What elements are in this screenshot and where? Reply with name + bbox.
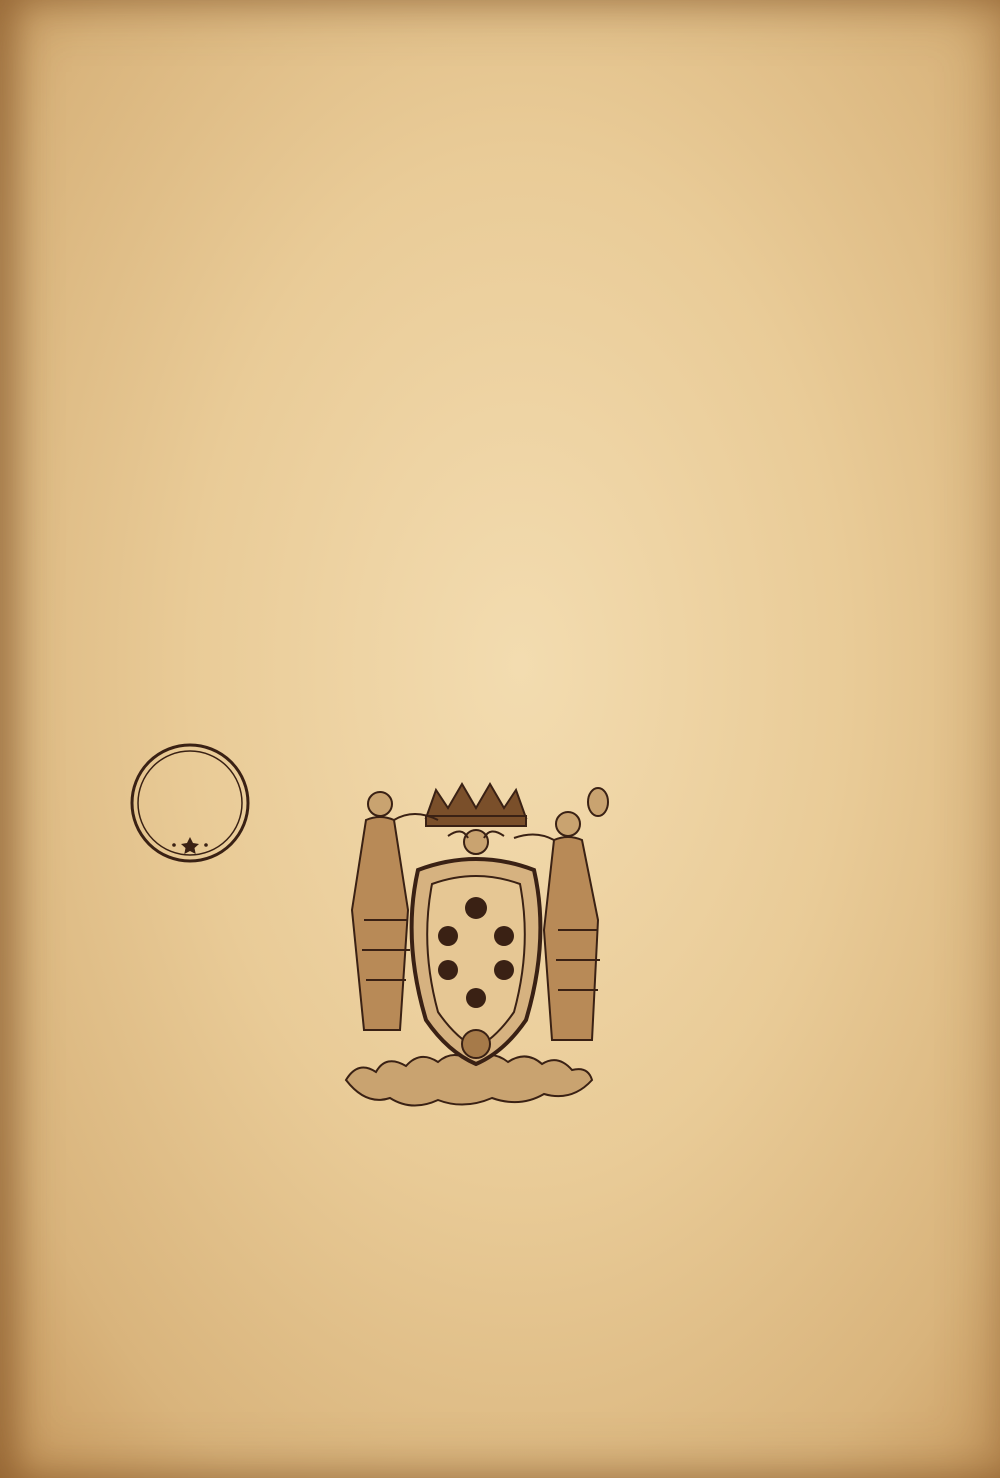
stamp-star-icon [181, 837, 199, 854]
top-ornament-band [152, 184, 804, 222]
bottom-ornament-band [152, 286, 804, 320]
library-stamp [128, 741, 252, 865]
middle-ornament-band [152, 226, 804, 290]
medici-coat-of-arms-icon [336, 780, 616, 1112]
